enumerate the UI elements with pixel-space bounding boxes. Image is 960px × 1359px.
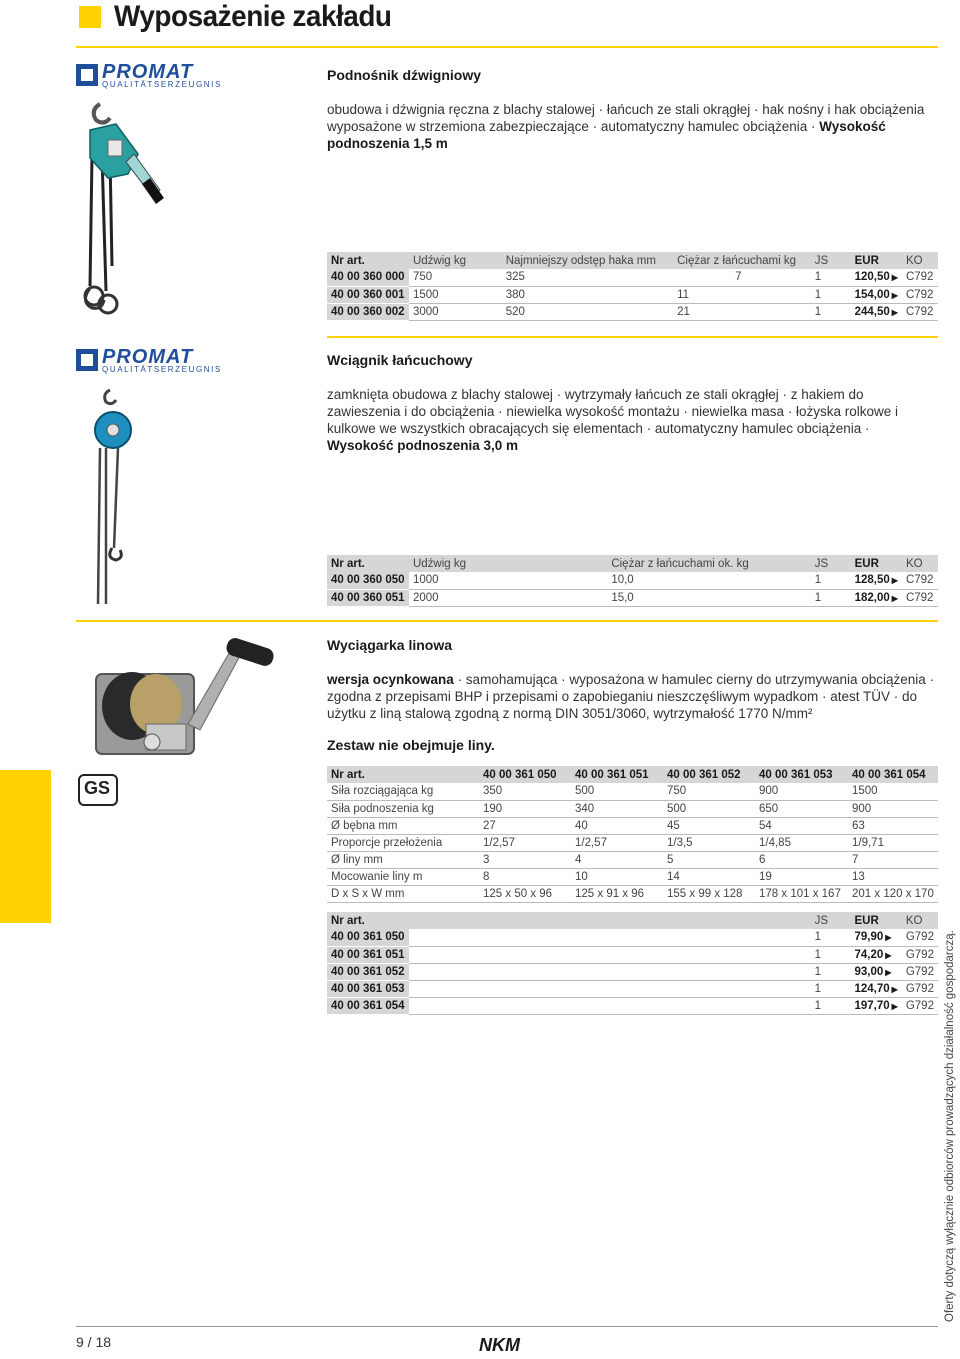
table-row — [327, 303, 938, 320]
winch-image — [92, 634, 282, 760]
price: 79,90 — [854, 931, 884, 944]
section-divider — [76, 620, 938, 622]
spec-value: 27 — [479, 817, 571, 834]
col-model: 40 00 361 053 — [755, 766, 848, 783]
promat-logo-word: PROMAT — [102, 346, 194, 368]
spec-value: 125 x 91 x 96 — [571, 885, 663, 902]
lever-hoist-price-table — [327, 252, 938, 321]
price-cell — [850, 980, 901, 997]
spec-value: 201 x 120 x 170 — [848, 885, 938, 902]
spec-label: Mocowanie liny m — [327, 868, 479, 885]
cell: 10,0 — [607, 572, 810, 589]
spec-value: 54 — [755, 817, 848, 834]
spec-value: 8 — [479, 868, 571, 885]
article-number: 40 00 360 050 — [327, 572, 409, 589]
article-number: 40 00 361 054 — [327, 997, 409, 1014]
spec-label: D x S x W mm — [327, 885, 479, 902]
spec-value: 3 — [479, 851, 571, 868]
table-row — [327, 851, 938, 868]
spec-value: 1/4,85 — [755, 834, 848, 851]
spec-value: 6 — [755, 851, 848, 868]
table-header-row — [327, 912, 938, 929]
spec-value: 14 — [663, 868, 755, 885]
section-desc-winch — [327, 671, 939, 722]
cell: 21 — [673, 303, 811, 320]
spacer-cell — [409, 963, 811, 980]
col-model: 40 00 361 052 — [663, 766, 755, 783]
price-cell — [850, 997, 901, 1014]
table-row — [327, 868, 938, 885]
spec-value: 125 x 50 x 96 — [479, 885, 571, 902]
spec-value: 63 — [848, 817, 938, 834]
cell: 1 — [811, 303, 851, 320]
price: 197,70 — [854, 999, 890, 1012]
arrow-right-icon: ▶ — [891, 273, 898, 283]
spacer-cell — [409, 997, 811, 1014]
price-cell — [851, 286, 902, 303]
arrow-right-icon: ▶ — [885, 967, 892, 977]
table-header-row — [327, 766, 938, 783]
rope-not-included-note: Zestaw nie obejmuje liny. — [327, 737, 495, 753]
col-weight: Ciężar z łańcuchami kg — [673, 252, 811, 269]
section-divider — [327, 336, 938, 338]
spec-value: 1/2,57 — [571, 834, 663, 851]
price: 154,00 — [854, 288, 890, 301]
cell: C792 — [902, 572, 938, 589]
desc-bold: Wysokość podnoszenia 1,5 m — [327, 119, 886, 151]
desc-bold: wersja ocynkowana — [327, 672, 454, 687]
col-article: Nr art. — [327, 912, 409, 929]
arrow-right-icon: ▶ — [891, 984, 898, 994]
table-row — [327, 269, 938, 286]
section-title-lever-hoist: Podnośnik dźwigniowy — [327, 67, 481, 83]
cell: 380 — [502, 286, 673, 303]
promat-logo-subtitle: QUALITÄTSERZEUGNIS — [102, 365, 222, 374]
price-cell — [850, 946, 901, 963]
spec-label: Siła rozciągająca kg — [327, 783, 479, 800]
table-header-row — [327, 555, 938, 572]
promat-logo-mark — [76, 349, 98, 371]
col-ko: KO — [902, 912, 938, 929]
spec-value: 750 — [663, 783, 755, 800]
table-row — [327, 589, 938, 606]
cell: 1 — [811, 572, 851, 589]
cell: 1 — [811, 946, 851, 963]
col-eur: EUR — [851, 252, 902, 269]
table-row — [327, 946, 938, 963]
table-row — [327, 997, 938, 1014]
col-js: JS — [811, 252, 851, 269]
spacer-cell — [409, 980, 811, 997]
article-number: 40 00 361 052 — [327, 963, 409, 980]
price-cell — [850, 929, 901, 946]
header-divider — [76, 46, 938, 48]
table-row — [327, 980, 938, 997]
price: 128,50 — [854, 574, 890, 587]
spec-label: Ø liny mm — [327, 851, 479, 868]
col-ko: KO — [902, 555, 938, 572]
cell: 750 — [409, 269, 502, 286]
chain-hoist-image — [88, 388, 138, 606]
promat-logo — [76, 61, 224, 90]
cell: 1500 — [409, 286, 502, 303]
cell: C792 — [902, 303, 938, 320]
spec-value: 190 — [479, 800, 571, 817]
cell: 1 — [811, 589, 851, 606]
arrow-right-icon: ▶ — [891, 593, 898, 603]
spec-value: 340 — [571, 800, 663, 817]
table-row — [327, 929, 938, 946]
desc-text: zamknięta obudowa z blachy stalowej · wytrzymały łańcuch ze stali okrągłej · z hakiem do zawieszenia i do obciążenia · niewielka wysokość montażu · niewielka masa · łożyska rolkowe i kulkowe we wszystkich obracających się elementach · automatyczny hamulec obciążenia · — [327, 387, 898, 436]
cell: 1 — [811, 286, 851, 303]
table-row — [327, 800, 938, 817]
arrow-right-icon: ▶ — [891, 290, 898, 300]
spec-value: 4 — [571, 851, 663, 868]
article-number: 40 00 360 000 — [327, 269, 409, 286]
cell: 2000 — [409, 589, 607, 606]
article-number: 40 00 360 051 — [327, 589, 409, 606]
section-title-winch: Wyciągarka linowa — [327, 637, 453, 653]
spec-value: 1500 — [848, 783, 938, 800]
header-accent-square — [79, 6, 101, 28]
col-eur: EUR — [851, 555, 902, 572]
spec-value: 500 — [663, 800, 755, 817]
spec-value: 7 — [848, 851, 938, 868]
gs-certification-icon — [78, 774, 118, 806]
table-row — [327, 963, 938, 980]
spec-value: 1/2,57 — [479, 834, 571, 851]
price: 120,50 — [854, 271, 890, 284]
spec-value: 350 — [479, 783, 571, 800]
price-cell — [851, 589, 902, 606]
article-number: 40 00 360 001 — [327, 286, 409, 303]
cell: 520 — [502, 303, 673, 320]
cell: G792 — [902, 963, 938, 980]
spec-value: 650 — [755, 800, 848, 817]
spec-value: 13 — [848, 868, 938, 885]
table-row — [327, 783, 938, 800]
col-hook-distance: Najmniejszy odstęp haka mm — [502, 252, 673, 269]
price-cell — [850, 963, 901, 980]
table-row — [327, 834, 938, 851]
spec-value: 10 — [571, 868, 663, 885]
promat-logo-subtitle: QUALITÄTSERZEUGNIS — [102, 80, 222, 89]
price: 182,00 — [854, 591, 890, 604]
col-eur: EUR — [850, 912, 901, 929]
arrow-right-icon: ▶ — [891, 576, 898, 586]
cell: 3000 — [409, 303, 502, 320]
price-cell — [851, 303, 902, 320]
spec-value: 40 — [571, 817, 663, 834]
col-article: Nr art. — [327, 555, 409, 572]
col-capacity: Udźwig kg — [409, 252, 502, 269]
col-js: JS — [811, 912, 851, 929]
page-title: Wyposażenie zakładu — [114, 0, 392, 33]
nkm-logo-text: NKM — [479, 1335, 520, 1354]
col-model: 40 00 361 050 — [479, 766, 571, 783]
arrow-right-icon: ▶ — [885, 950, 892, 960]
winch-price-table — [327, 912, 938, 1015]
promat-logo-mark — [76, 64, 98, 86]
gs-label: GS — [84, 778, 111, 798]
cell: 1 — [811, 997, 851, 1014]
section-title-chain-hoist: Wciągnik łańcuchowy — [327, 352, 473, 368]
table-row — [327, 572, 938, 589]
spacer-cell — [409, 946, 811, 963]
table-row — [327, 817, 938, 834]
cell: C792 — [902, 269, 938, 286]
page-number: 9 / 18 — [76, 1334, 112, 1350]
spec-value: 19 — [755, 868, 848, 885]
col-model: 40 00 361 054 — [848, 766, 938, 783]
cell: G792 — [902, 929, 938, 946]
col-article: Nr art. — [327, 252, 409, 269]
cell: 11 — [673, 286, 811, 303]
side-accent-bar — [0, 770, 51, 923]
cell: 1 — [811, 269, 851, 286]
winch-spec-table — [327, 766, 938, 903]
col-js: JS — [811, 555, 851, 572]
cell: 1 — [811, 929, 851, 946]
cell: 325 — [502, 269, 673, 286]
col-spacer — [409, 912, 811, 929]
col-model: 40 00 361 051 — [571, 766, 663, 783]
promat-logo-word: PROMAT — [102, 61, 194, 83]
spec-value: 500 — [571, 783, 663, 800]
spec-value: 900 — [848, 800, 938, 817]
promat-logo — [76, 346, 224, 375]
col-ko: KO — [902, 252, 938, 269]
cell: C792 — [902, 589, 938, 606]
table-header-row — [327, 252, 938, 269]
desc-text: obudowa i dźwignia ręczna z blachy stalowej · łańcuch ze stali okrągłej · hak nośny i hak obciążenia wyposażone w strzemiona zabezpieczające · automatyczny hamulec obciążenia · — [327, 102, 925, 134]
arrow-right-icon: ▶ — [885, 933, 892, 943]
desc-text: · samohamująca · wyposażona w hamulec cierny do utrzymywania obciążenia · zgodna z przepisami BHP i przepisami o zapobieganiu nieszczęśliwym wypadkom · atest TÜV · do użytku z liną stalową zgodną z normą DIN 3051/3060, wytrzymałość 1770 N/mm² — [327, 672, 935, 721]
spec-value: 900 — [755, 783, 848, 800]
section-desc-chain-hoist — [327, 386, 939, 454]
cell: 1 — [811, 963, 851, 980]
price: 93,00 — [854, 965, 884, 978]
article-number: 40 00 360 002 — [327, 303, 409, 320]
table-row — [327, 885, 938, 902]
article-number: 40 00 361 051 — [327, 946, 409, 963]
price: 74,20 — [854, 948, 884, 961]
price: 124,70 — [854, 982, 890, 995]
col-capacity: Udźwig kg — [409, 555, 607, 572]
article-number: 40 00 361 050 — [327, 929, 409, 946]
cell: 1000 — [409, 572, 607, 589]
spec-label: Ø bębna mm — [327, 817, 479, 834]
spec-value: 1/3,5 — [663, 834, 755, 851]
chain-hoist-price-table — [327, 555, 938, 607]
col-label: Nr art. — [327, 766, 479, 783]
spec-label: Proporcje przełożenia — [327, 834, 479, 851]
arrow-right-icon: ▶ — [891, 307, 898, 317]
spec-value: 155 x 99 x 128 — [663, 885, 755, 902]
business-only-note: Oferty dotyczą wyłącznie odbiorców prowadzących działalność gospodarczą. — [944, 930, 956, 1322]
cell: 1 — [811, 980, 851, 997]
footer-divider — [76, 1326, 938, 1327]
cell: G792 — [902, 946, 938, 963]
cell: 15,0 — [607, 589, 810, 606]
spec-label: Siła podnoszenia kg — [327, 800, 479, 817]
cell: C792 — [902, 286, 938, 303]
table-row — [327, 286, 938, 303]
nkm-logo — [477, 1334, 541, 1354]
price-cell — [851, 269, 902, 286]
lever-hoist-image — [78, 96, 168, 318]
spec-value: 1/9,71 — [848, 834, 938, 851]
cell: 7 — [673, 269, 811, 286]
spec-value: 5 — [663, 851, 755, 868]
section-desc-lever-hoist — [327, 101, 939, 152]
col-weight: Ciężar z łańcuchami ok. kg — [607, 555, 810, 572]
price-cell — [851, 572, 902, 589]
spacer-cell — [409, 929, 811, 946]
arrow-right-icon: ▶ — [891, 1001, 898, 1011]
desc-bold: Wysokość podnoszenia 3,0 m — [327, 438, 519, 453]
price: 244,50 — [854, 305, 890, 318]
cell: G792 — [902, 997, 938, 1014]
spec-value: 178 x 101 x 167 — [755, 885, 848, 902]
cell: G792 — [902, 980, 938, 997]
spec-value: 45 — [663, 817, 755, 834]
article-number: 40 00 361 053 — [327, 980, 409, 997]
